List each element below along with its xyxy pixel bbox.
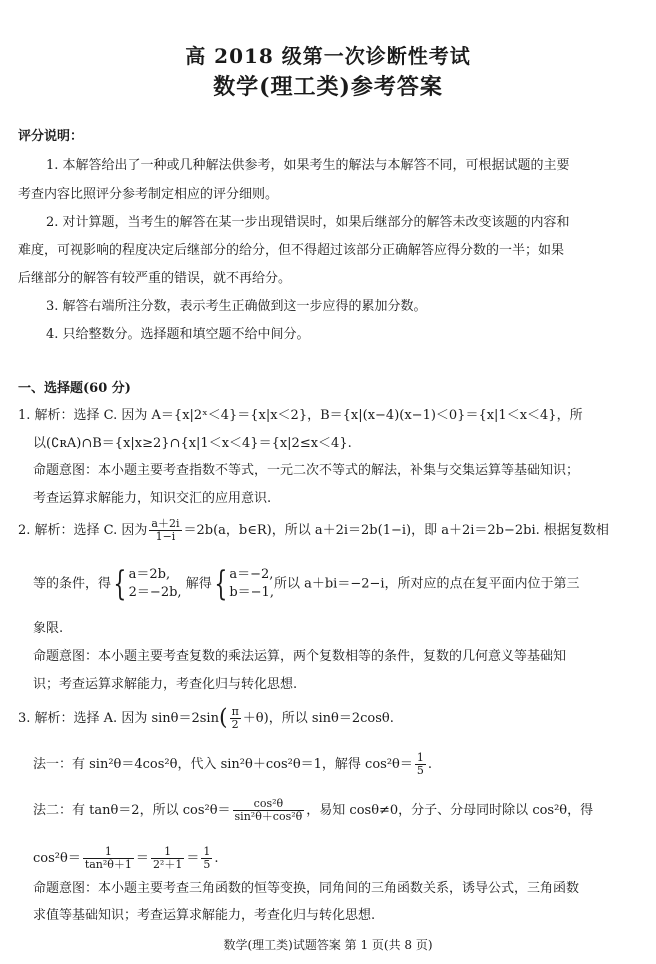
grading-note-line: 后继部分的解答有较严重的错误，就不再给分。 [18, 271, 292, 286]
q2-frac-num: a＋2i [151, 517, 180, 530]
q3-prefix: 3. 解析：选择 A. 因为 sinθ＝2sin [18, 711, 219, 726]
q3-m2b-f2-den: 2²＋1 [152, 858, 183, 871]
q3-m2-prefix: 法二：有 tanθ＝2，所以 cos²θ＝ [33, 803, 231, 818]
q1-solution-line: 以(∁ʀA)∩B＝{x|x≥2}∩{x|1＜x＜4}＝{x|2≤x＜4}. [33, 436, 352, 451]
q3-m2-fraction [233, 798, 305, 823]
q3-paren-fraction [230, 706, 241, 731]
grading-note-line: 1. 本解答给出了一种或几种解法供参考，如果考生的解法与本解答不同，可根据试题的主要 [46, 158, 570, 173]
exam-title: 高 2018 级第一次诊断性考试 [185, 44, 471, 68]
q3-solution-line [18, 706, 394, 731]
q3-m1-prefix: 法一：有 sin²θ＝4cos²θ，代入 sin²θ＋cos²θ＝1，解得 cos²θ＝ [33, 757, 413, 772]
q2-sys1-bottom: 2＝−2b, [128, 585, 182, 600]
grading-note-line: 2. 对计算题，当考生的解答在某一步出现错误时，如果后继部分的解答未改变该题的内容和 [46, 215, 570, 230]
q1-intent-line: 命题意图：本小题主要考查指数不等式，一元二次不等式的解法，补集与交集运算等基础知识； [33, 463, 580, 478]
q3-paren-num: π [231, 705, 239, 718]
q3-m2b-f1-den: tan²θ＋1 [84, 858, 132, 871]
q3-method2-line [33, 798, 593, 823]
q2-system-2 [229, 566, 274, 602]
q2-fraction [149, 518, 181, 543]
q1-solution-line: 1. 解析：选择 C. 因为 A＝{x|2ˣ＜4}＝{x|x＜2}，B＝{x|(x−4)(x−1)＜0}＝{x|1＜x＜4}，所 [18, 408, 583, 423]
q2-sys2-bottom: b＝−1, [229, 585, 274, 600]
q2-after-fraction: ＝2b(a，b∈R)，所以 a＋2i＝2b(1−i)，即 a＋2i＝2b−2bi. 根据复数相 [183, 523, 609, 538]
q3-m2b-fraction-2 [151, 846, 184, 871]
grading-note-line: 难度，可视影响的程度决定后继部分的给分，但不得超过该部分正确解答应得分数的一半；如果 [18, 243, 565, 258]
q3-m2b-f2-num: 1 [151, 846, 184, 859]
q2-intent-line: 识；考查运算求解能力，考查化归与转化思想. [33, 677, 298, 692]
q3-m2b-eq1: ＝ [135, 851, 149, 866]
q3-m2b-f3-den: 5 [203, 858, 211, 871]
q3-m1-num: 1 [416, 751, 424, 764]
q3-m2b-prefix: cos²θ＝ [33, 851, 81, 866]
q3-m2b-fraction-1 [83, 846, 134, 871]
q3-m1-den: 5 [416, 764, 424, 777]
exam-subtitle: 数学(理工类)参考答案 [213, 74, 443, 100]
q2-system-line [33, 566, 580, 602]
q1-intent-line: 考查运算求解能力，知识交汇的应用意识. [33, 491, 272, 506]
left-brace-icon: { [113, 564, 127, 604]
grading-note-line: 3. 解答右端所注分数，表示考生正确做到这一步应得的累加分数。 [46, 299, 427, 314]
q2-sys2-top: a＝−2, [229, 567, 274, 582]
section-heading: 一、选择题(60 分) [18, 381, 131, 396]
q3-method2-continued-line [33, 846, 219, 871]
left-paren-icon: ( [218, 705, 228, 731]
q2-solution-line: 象限. [33, 621, 64, 636]
q3-m1-end: . [427, 757, 433, 772]
grading-note-line: 4. 只给整数分。选择题和填空题不给中间分。 [46, 327, 310, 342]
grading-notes-heading: 评分说明： [18, 129, 84, 144]
q3-m2-den: sin²θ＋cos²θ [234, 810, 303, 823]
q2-frac-den: 1−i [155, 530, 176, 543]
q3-m2b-end: . [214, 851, 219, 866]
q2-system-1 [129, 566, 182, 602]
q2-solve-word: 解得 [185, 576, 212, 592]
left-brace-icon: { [214, 564, 228, 604]
q3-method1-line [33, 752, 432, 777]
q2-intent-line: 命题意图：本小题主要考查复数的乘法运算，两个复数相等的条件，复数的几何意义等基础知 [33, 649, 567, 664]
q2-cond-suffix: 所以 a＋bi＝−2−i，所对应的点在复平面内位于第三 [273, 576, 580, 592]
q3-m2b-eq2: ＝ [186, 851, 200, 866]
q3-intent-line: 命题意图：本小题主要考查三角函数的恒等变换，同角间的三角函数关系，诱导公式，三角函数 [33, 881, 580, 896]
q3-after-paren: ＋θ)，所以 sinθ＝2cosθ. [242, 711, 394, 726]
q3-m1-fraction [415, 752, 426, 777]
q3-paren-den: 2 [231, 718, 239, 731]
q3-m2-suffix: ，易知 cosθ≠0，分子、分母同时除以 cos²θ，得 [306, 803, 594, 818]
q3-m2b-f1-num: 1 [83, 846, 134, 859]
q3-intent-line: 求值等基础知识；考查运算求解能力，考查化归与转化思想. [33, 908, 376, 923]
q2-sys1-top: a＝2b, [128, 567, 171, 582]
q3-m2b-fraction-3 [201, 846, 212, 871]
page-footer: 数学(理工类)试题答案 第 1 页(共 8 页) [223, 938, 433, 952]
q2-solution-line [18, 518, 609, 543]
q3-m2b-f3-num: 1 [203, 845, 211, 858]
grading-note-line: 考查内容比照评分参考制定相应的评分细则。 [18, 187, 279, 202]
q3-m2-num: cos²θ [233, 798, 305, 811]
q2-prefix: 2. 解析：选择 C. 因为 [18, 523, 148, 538]
q2-cond-prefix: 等的条件，得 [33, 576, 112, 592]
